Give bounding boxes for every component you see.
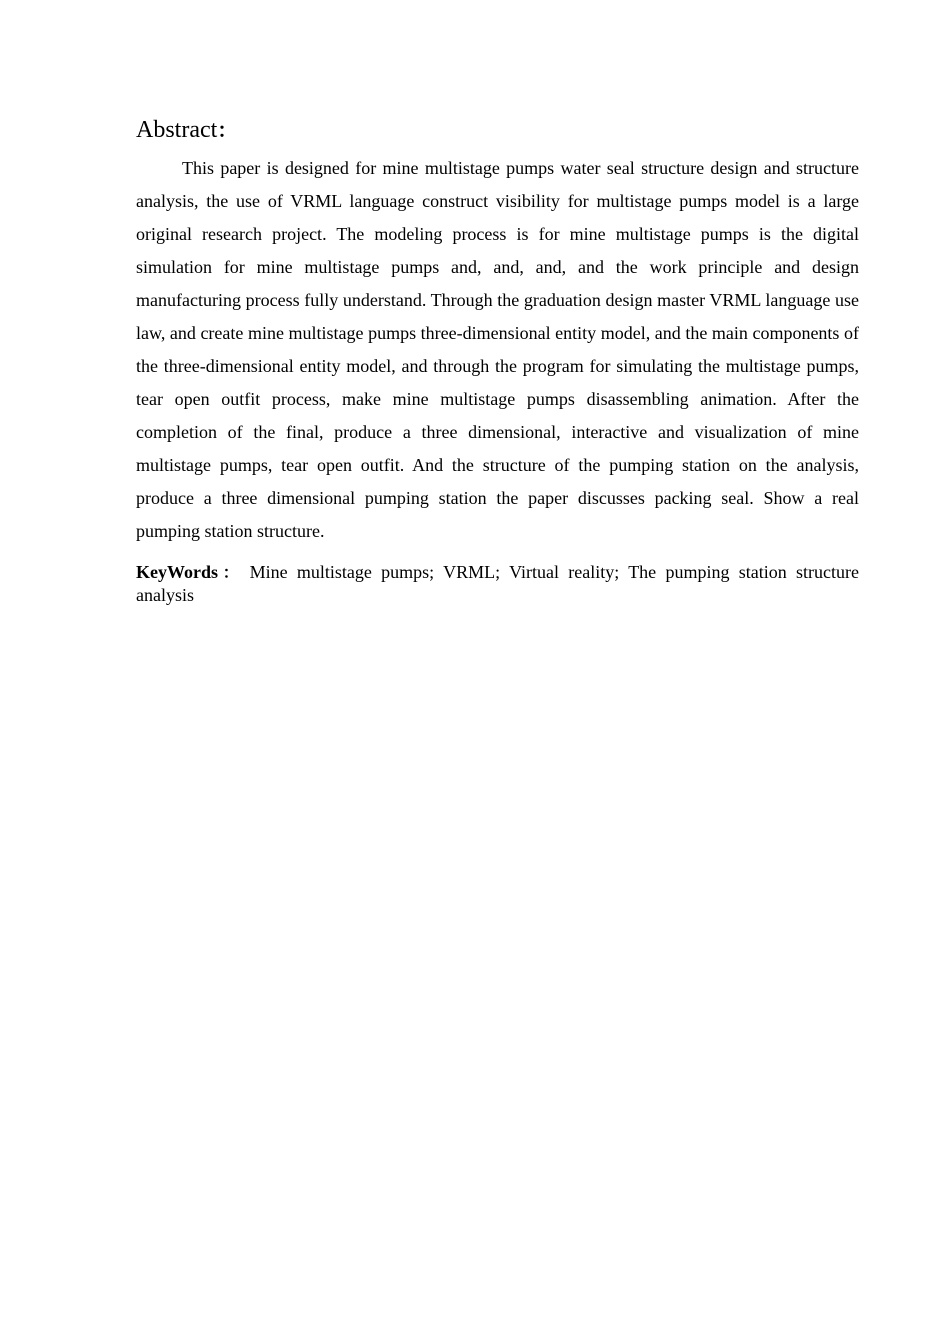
abstract-heading-colon: ：: [217, 118, 238, 142]
keywords-colon: ：: [218, 563, 244, 582]
keywords-text: Mine multistage pumps; VRML; Virtual reality; The pumping station structure analysis: [136, 562, 859, 605]
abstract-heading: [136, 112, 859, 148]
abstract-section: [136, 112, 859, 606]
keywords-label: KeyWords: [136, 562, 219, 582]
keywords-line: [136, 561, 859, 606]
abstract-heading-text: Abstract: [136, 117, 218, 143]
abstract-body: This paper is designed for mine multistage pumps water seal structure design and structure analysis, the use of VRML language construct visibility for multistage pumps model is a large original research project. The modeling process is for mine multistage pumps is the digital simulation for mine multistage pumps and, and, and, and the work principle and design manufacturing process fully understand. Through the graduation design master VRML language use law, and create mine multistage pumps three-dimensional entity model, and the main components of the three-dimensional entity model, and through the program for simulating the multistage pumps, tear open outfit process, make mine multistage pumps disassembling animation. After the completion of the final, produce a three dimensional, interactive and visualization of mine multistage pumps, tear open outfit. And the structure of the pumping station on the analysis, produce a three dimensional pumping station the paper discusses packing seal. Show a real pumping station structure.: [136, 158, 859, 541]
